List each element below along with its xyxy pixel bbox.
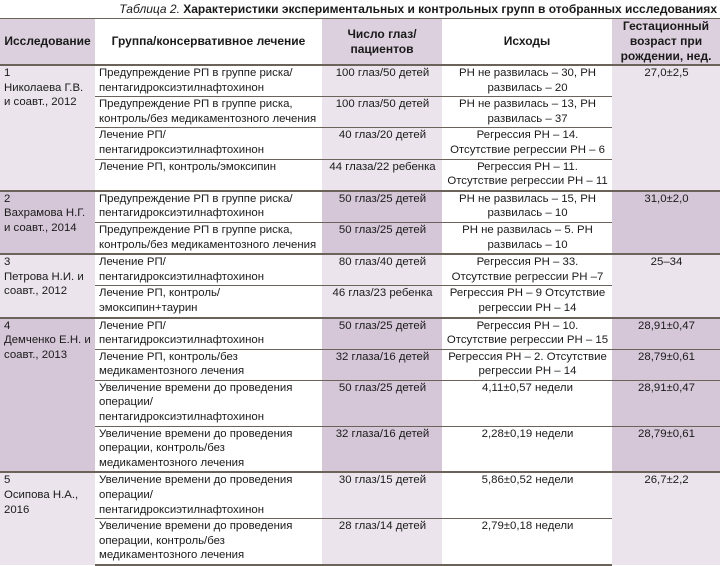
study-cell [0, 318, 95, 473]
study-author: Вахрамова Н.Г. и соавт., 2014 [4, 207, 86, 234]
eyes-cell: 40 глаз/20 детей [322, 128, 442, 159]
eyes-cell: 32 глаза/16 детей [322, 349, 442, 380]
table-row [0, 65, 720, 97]
table-row [0, 426, 720, 472]
group-cell: Увеличение времени до проведения операции, контроль/без медикаментозного лечения [95, 519, 322, 565]
study-cell [0, 191, 95, 254]
group-cell: Лечение РП, контроль/эмоксипин [95, 159, 322, 191]
outcome-cell: 4,11±0,57 недели [442, 380, 612, 426]
study-number: 1 [4, 67, 11, 79]
table-row [0, 349, 720, 380]
study-author: Николаева Г.В. и соавт., 2012 [4, 81, 84, 109]
eyes-cell: 28 глаз/14 детей [322, 519, 442, 565]
eyes-cell: 50 глаз/25 детей [322, 380, 442, 426]
outcome-cell: РН не развилась – 5. РН развилась – 10 [442, 222, 612, 254]
table-row [0, 318, 720, 350]
group-cell: Предупреждение РП в группе риска, контроль/без медикаментозного лечения [95, 97, 322, 128]
ga-cell: 31,0±2,0 [612, 191, 720, 254]
outcome-cell: 2,79±0,18 недели [442, 519, 612, 565]
group-cell: Предупреждение РП в группе риска/ пентагидроксиэтилнафтохинон [95, 65, 322, 97]
ga-cell: 26,7±2,2 [612, 472, 720, 565]
header-gestational-age: Гестационный возраст при рождении, нед. [612, 19, 720, 65]
eyes-cell: 44 глаза/22 ребенка [322, 159, 442, 191]
header-eyes: Число глаз/ пациентов [322, 19, 442, 65]
group-cell: Увеличение времени до проведения операции, контроль/без медикаментозного лечения [95, 426, 322, 472]
eyes-cell: 30 глаз/15 детей [322, 472, 442, 518]
outcome-cell: Регрессия РН – 14. Отсутствие регрессии РН – 6 [442, 128, 612, 159]
eyes-cell: 50 глаз/25 детей [322, 318, 442, 350]
header-row [0, 19, 720, 65]
group-cell: Предупреждение РП в группе риска, контроль/без медикаментозного лечения [95, 222, 322, 254]
table-body [0, 65, 720, 565]
group-cell: Увеличение времени до проведения операции/ пентагидроксиэтилнафтохинон [95, 380, 322, 426]
ga-cell: 25–34 [612, 254, 720, 317]
study-author: Петрова Н.И. и соавт., 2012 [4, 270, 84, 298]
outcome-cell: РН не развилась – 15, РН развилась – 10 [442, 191, 612, 223]
eyes-cell: 50 глаз/25 детей [322, 191, 442, 223]
study-number: 4 [4, 319, 11, 332]
study-number: 2 [4, 192, 11, 205]
eyes-cell: 32 глаза/16 детей [322, 426, 442, 472]
study-cell [0, 254, 95, 317]
study-cell [0, 472, 95, 565]
study-cell [0, 65, 95, 191]
table-row [0, 254, 720, 286]
eyes-cell: 100 глаз/50 детей [322, 65, 442, 97]
table-caption [0, 0, 720, 19]
outcome-cell: Регрессия РН – 2. Отсутствие регрессии РН – 14 [442, 349, 612, 380]
table-title: Характеристики экспериментальных и контрольных групп в отобранных исследованиях [183, 2, 717, 16]
study-number: 5 [4, 474, 11, 487]
eyes-cell: 80 глаз/40 детей [322, 254, 442, 286]
studies-table [0, 19, 720, 566]
ga-cell: 27,0±2,5 [612, 65, 720, 191]
table-row [0, 380, 720, 426]
ga-cell: 28,91±0,47 [612, 380, 720, 426]
group-cell: Увеличение времени до проведения операции/ пентагидроксиэтилнафтохинон [95, 472, 322, 518]
eyes-cell: 100 глаз/50 детей [322, 97, 442, 128]
outcome-cell: Регрессия РН – 11. Отсутствие регрессии РН – 11 [442, 159, 612, 191]
study-author: Демченко Е.Н. и соавт., 2013 [4, 334, 91, 361]
table-row [0, 472, 720, 518]
group-cell: Лечение РП/ пентагидроксиэтилнафтохинон [95, 254, 322, 286]
outcome-cell: Регрессия РН – 9 Отсутствие регрессии РН – 14 [442, 286, 612, 318]
ga-cell: 28,79±0,61 [612, 349, 720, 380]
header-outcomes: Исходы [442, 19, 612, 65]
group-cell: Лечение РП, контроль/без медикаментозного лечения [95, 349, 322, 380]
study-author: Осипова Н.А., 2016 [4, 489, 79, 516]
ga-cell: 28,79±0,61 [612, 426, 720, 472]
outcome-cell: Регрессия РН – 33. Отсутствие регрессии РН –7 [442, 254, 612, 286]
group-cell: Лечение РП/ пентагидроксиэтилнафтохинон [95, 128, 322, 159]
group-cell: Лечение РП, контроль/ эмоксипин+таурин [95, 286, 322, 318]
table-row [0, 191, 720, 223]
outcome-cell: Регрессия РН – 10. Отсутствие регрессии РН – 15 [442, 318, 612, 350]
header-group: Группа/консервативное лечение [95, 19, 322, 65]
outcome-cell: 2,28±0,19 недели [442, 426, 612, 472]
outcome-cell: 5,86±0,52 недели [442, 472, 612, 518]
outcome-cell: РН не развилась – 13, РН развилась – 37 [442, 97, 612, 128]
eyes-cell: 50 глаз/25 детей [322, 222, 442, 254]
group-cell: Предупреждение РП в группе риска/ пентагидроксиэтилнафтохинон [95, 191, 322, 223]
table-number: Таблица 2. [119, 2, 180, 16]
outcome-cell: РН не развилась – 30, РН развилась – 20 [442, 65, 612, 97]
eyes-cell: 46 глаз/23 ребенка [322, 286, 442, 318]
header-study: Исследование [0, 19, 95, 65]
study-number: 3 [4, 256, 11, 269]
ga-cell: 28,91±0,47 [612, 318, 720, 350]
group-cell: Лечение РП/ пентагидроксиэтилнафтохинон [95, 318, 322, 350]
